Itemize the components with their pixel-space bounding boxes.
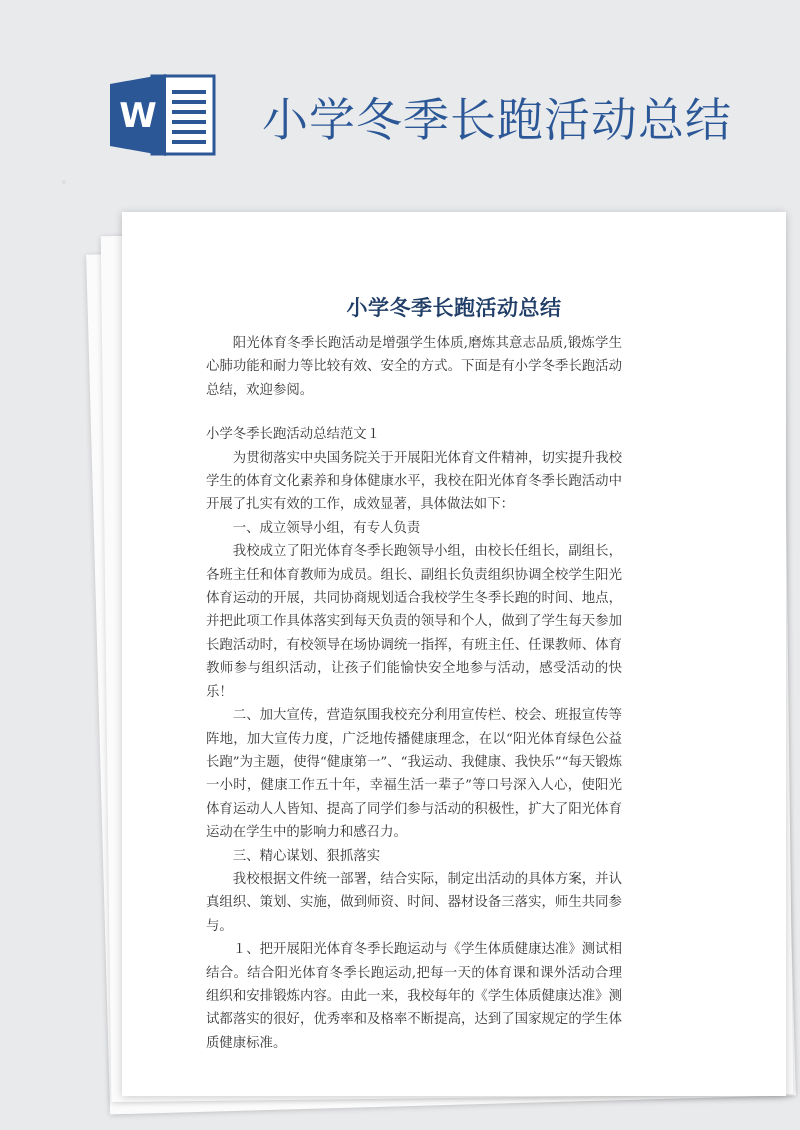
body-paragraph: 为贯彻落实中央国务院关于开展阳光体育文件精神，切实提升我校学生的体育文化素养和身体健康水平，我校在阳光体育冬季长跑活动中开展了扎实有效的工作，成效显著，具体做法如下： — [206, 450, 622, 513]
document-page — [122, 212, 786, 1096]
word-logo-letter: W — [119, 96, 157, 136]
intro-paragraph: 阳光体育冬季长跑活动是增强学生体质,磨炼其意志品质,锻炼学生心肺功能和耐力等比较有效、安全的方式。下面是有小学冬季长跑活动总结，欢迎参阅。 — [206, 336, 622, 398]
watermark: · — [55, 169, 73, 195]
body-paragraph: 我校根据文件统一部署，结合实际，制定出活动的具体方案，并认真组织、策划、实施，做到师资、时间、器材设备三落实，师生共同参与。 — [206, 871, 622, 934]
word-logo-icon — [110, 70, 220, 160]
subsection-heading: 三、精心谋划、狠抓落实 — [232, 848, 381, 864]
body-paragraph: １、把开展阳光体育冬季长跑运动与《学生体质健康达准》测试相结合。结合阳光体育冬季长跑运动,把每一天的体育课和课外活动合理组织和安排锻炼内容。由此一来，我校每年的《学生体质健康达准》测试都落实的很好，优秀率和及格率不断提高，达到了国家规定的学生体质健康标准。 — [206, 942, 622, 1051]
subsection-heading: 一、成立领导小组，有专人负责 — [232, 520, 421, 536]
body-paragraph: 我校成立了阳光体育冬季长跑领导小组，由校长任组长，副组长，各班主任和体育教师为成员。组长、副组长负责组织协调全校学生阳光体育运动的开展，共同协商规划适合我校学生冬季长跑的时间、地点，并把此项工作具体落实到每天负责的领导和个人，做到了学生每天参加长跑活动时，有校领导在场协调统一指挥，有班主任、任课教师、体育教师参与组织活动，让孩子们能愉快安全地参与活动，感受活动的快乐！ — [206, 544, 622, 700]
document-title: 小学冬季长跑活动总结 — [346, 296, 562, 320]
body-paragraph: 二、加大宣传，营造氛围我校充分利用宣传栏、校会、班报宣传等阵地，加大宣传力度，广泛地传播健康理念，在以“阳光体育绿色公益长跑”为主题，使得“健康第一”、“我运动、我健康、我快乐”“每天锻炼一小时，健康工作五十年，幸福生活一辈子”等口号深入人心，使阳光体育运动人人皆知、提高了同学们参与活动的积极性，扩大了阳光体育运动在学生中的影响力和感召力。 — [206, 708, 623, 841]
header-title: 小学冬季长跑活动总结 — [262, 93, 732, 147]
section-heading: 小学冬季长跑活动总结范文１ — [206, 427, 381, 443]
document-body — [206, 332, 622, 1055]
